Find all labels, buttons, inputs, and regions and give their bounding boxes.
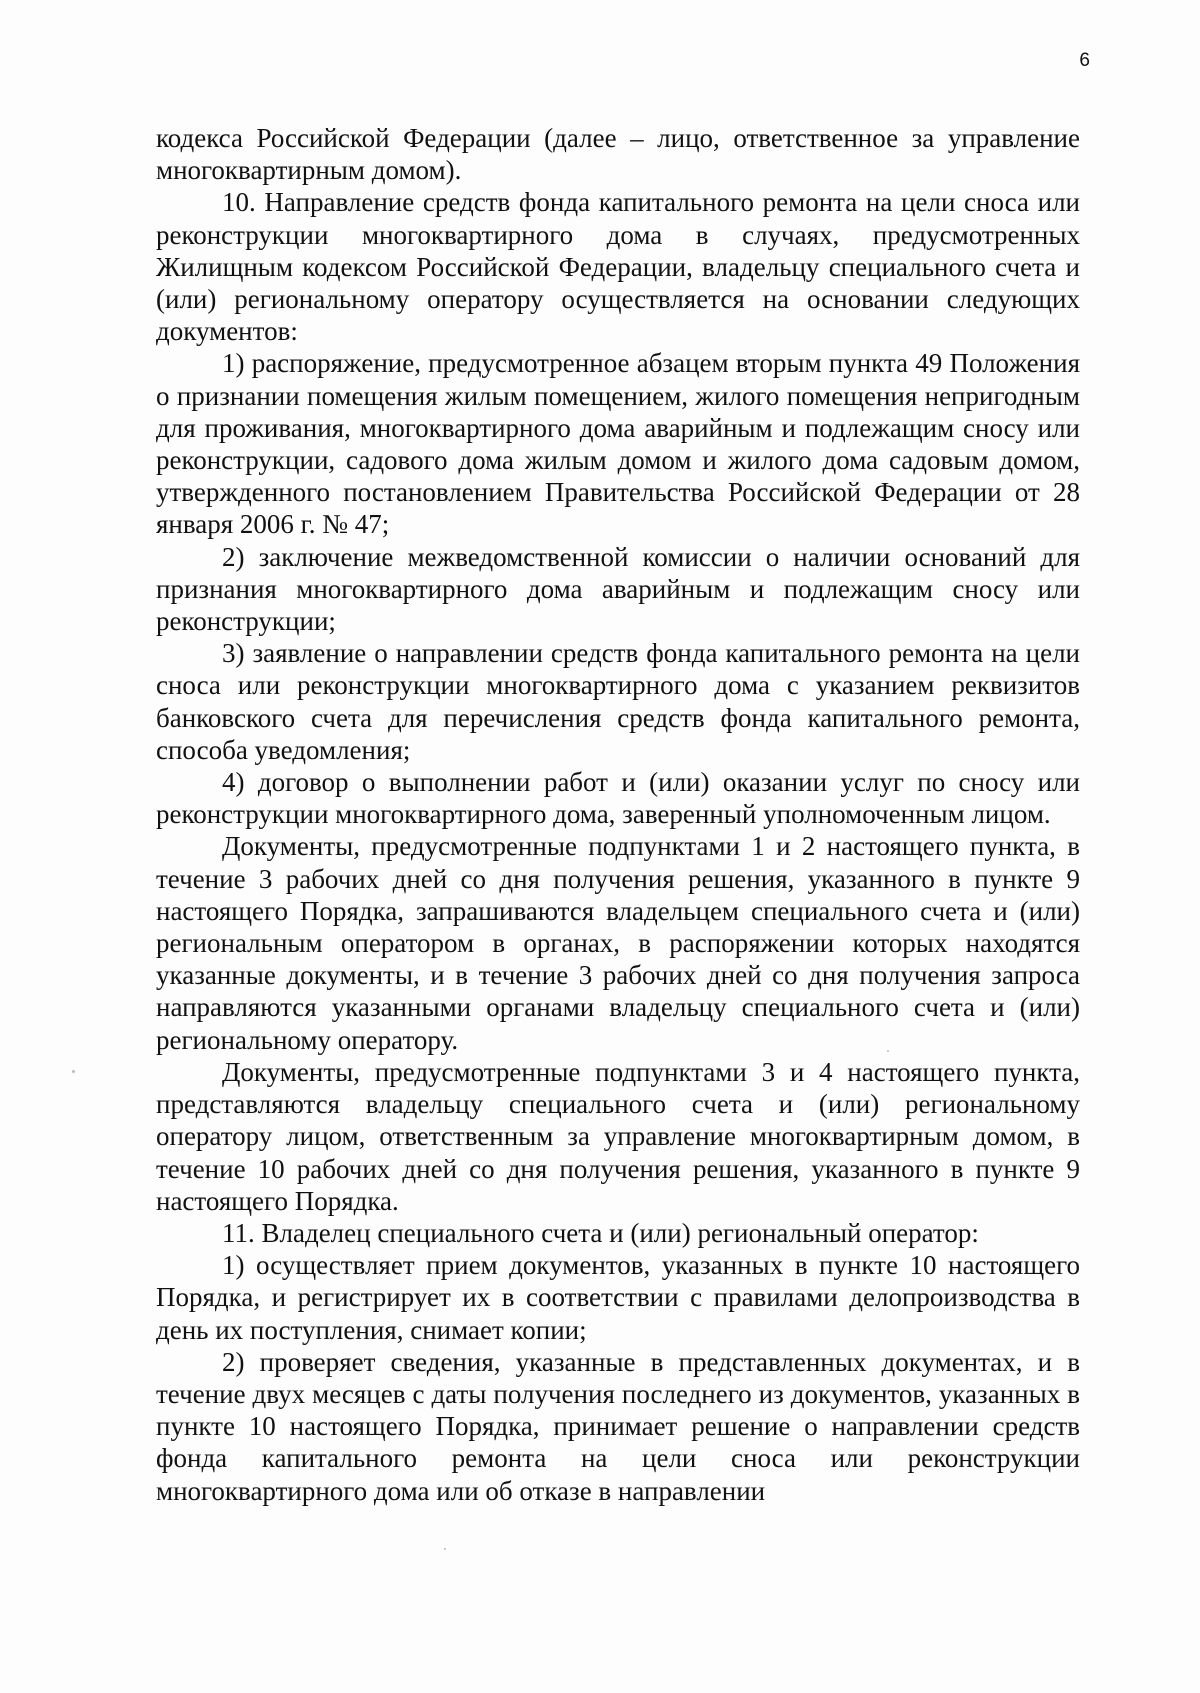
- paragraph: Документы, предусмотренные подпунктами 3 и 4 настоящего пункта, представляются владельцу специального счета и (или) региональному оператору лицом, ответственным за управление многоквартирным домом, в течение 10 рабочих дней со дня получения решения, указанного в пункте 9 настоящего Порядка.: [156, 1056, 1080, 1216]
- scan-speck: [72, 1070, 75, 1073]
- paragraph-subclause-1: 1) осуществляет прием документов, указанных в пункте 10 настоящего Порядка, и регистрирует их в соответствии с правилами делопроизводства в день их поступления, снимает копии;: [156, 1250, 1080, 1345]
- paragraph-subclause-3: 3) заявление о направлении средств фонда капитального ремонта на цели сноса или реконструкции многоквартирного дома с указанием реквизитов банковского счета для перечисления средств фонда капитального ремонта, способа уведомления;: [156, 638, 1080, 765]
- scan-speck: [444, 1548, 446, 1550]
- paragraph: Документы, предусмотренные подпунктами 1 и 2 настоящего пункта, в течение 3 рабочих дней со дня получения решения, указанного в пункте 9 настоящего Порядка, запрашиваются владельцем специального счета и (или) региональным оператором в органах, в распоряжении которых находятся указанные документы, и в течение 3 рабочих дней со дня получения запроса направляются указанными органами владельцу специального счета и (или) региональному оператору.: [156, 831, 1080, 1055]
- scan-speck: [887, 1050, 889, 1052]
- paragraph-subclause-2: 2) заключение межведомственной комиссии о наличии оснований для признания многоквартирного дома аварийным и подлежащим сносу или реконструкции;: [156, 541, 1080, 637]
- page-number: 6: [1079, 50, 1090, 71]
- document-body: [156, 122, 1080, 1507]
- paragraph: кодекса Российской Федерации (далее – лицо, ответственное за управление многоквартирным домом).: [156, 123, 1080, 186]
- paragraph-subclause-4: 4) договор о выполнении работ и (или) оказании услуг по сносу или реконструкции многоквартирного дома, заверенный уполномоченным лицом.: [156, 767, 1080, 830]
- paragraph-clause-10: 10. Направление средств фонда капитального ремонта на цели сноса или реконструкции многоквартирного дома в случаях, предусмотренных Жилищным кодексом Российской Федерации, владельцу специального счета и (или) региональному оператору осуществляется на основании следующих документов:: [156, 187, 1080, 347]
- paragraph-clause-11: 11. Владелец специального счета и (или) региональный оператор:: [222, 1217, 979, 1248]
- paragraph-subclause-2: 2) проверяет сведения, указанные в представленных документах, и в течение двух месяцев с даты получения последнего из документов, указанных в пункте 10 настоящего Порядка, принимает решение о направлении средств фонда капитального ремонта на цели сноса или реконструкции многоквартирного дома или об отказе в направлении: [156, 1346, 1080, 1506]
- paragraph-subclause-1: 1) распоряжение, предусмотренное абзацем вторым пункта 49 Положения о признании помещения жилым помещением, жилого помещения непригодным для проживания, многоквартирного дома аварийным и подлежащим сносу или реконструкции, садового дома жилым домом и жилого дома садовым домом, утвержденного постановлением Правительства Российской Федерации от 28 января 2006 г. № 47;: [156, 348, 1080, 540]
